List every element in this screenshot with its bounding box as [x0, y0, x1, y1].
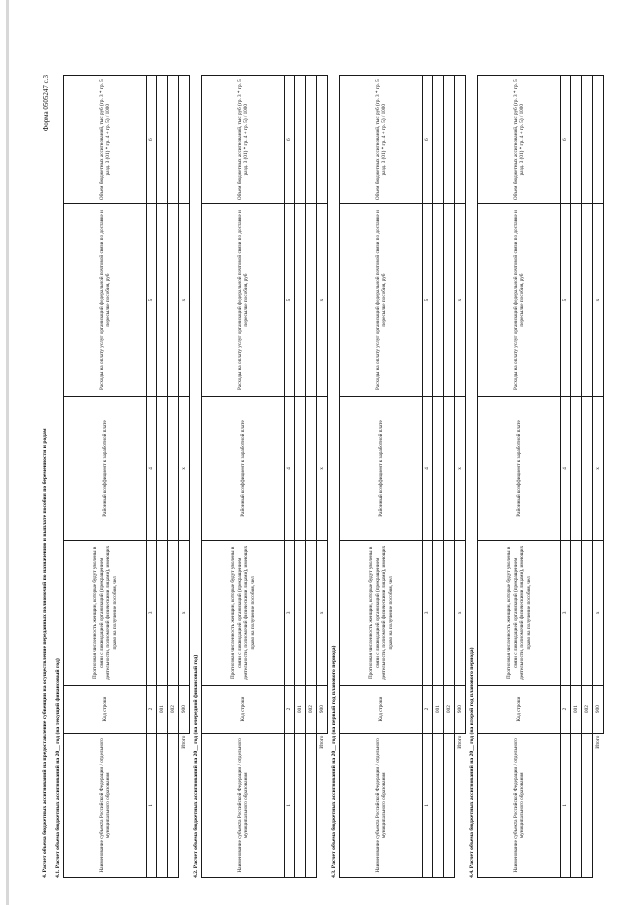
not-applicable-mark: x [593, 541, 604, 685]
data-cell[interactable] [306, 204, 317, 396]
data-cell[interactable] [571, 396, 582, 540]
column-header-subject: Наименование субъекта Российской Федерации / отдельного муниципального образования [478, 733, 561, 877]
budget-table [339, 75, 466, 878]
column-number: 4 [561, 396, 571, 540]
column-number: 2 [285, 685, 295, 733]
column-header-count: Прогнозная численность женщин, которые будут уволены в связи с ликвидацией организаций (прекращением деятельности, полномочий физическими лицами), имеющих право на получение пособия, чел [202, 541, 285, 685]
section-heading: 4.1. Расчет объема бюджетных ассигнований на 20__ год (на текущий финансовый год) [55, 658, 61, 878]
data-cell[interactable] [433, 541, 444, 685]
column-header-subject: Наименование субъекта Российской Федерации / отдельного муниципального образования [64, 733, 147, 877]
row-code: 001 [157, 685, 168, 733]
data-cell[interactable] [306, 541, 317, 685]
data-cell[interactable] [157, 541, 168, 685]
column-number: 3 [561, 541, 571, 685]
total-row [317, 76, 328, 878]
column-header-expenses: Расходы на оплату услуг организаций федеральной почтовой связи по доставке и пересылке пособия, руб [340, 204, 423, 396]
table-row [157, 76, 168, 878]
section-2 [192, 75, 328, 878]
not-applicable-mark: x [455, 541, 466, 685]
total-label: Итого [455, 733, 466, 877]
total-value-cell[interactable] [179, 76, 190, 204]
data-cell[interactable] [582, 541, 593, 685]
budget-table [477, 75, 604, 878]
row-code: 001 [295, 685, 306, 733]
row-code: 001 [571, 685, 582, 733]
column-header-code: Код строки [478, 685, 561, 733]
data-cell[interactable] [582, 76, 593, 204]
data-cell[interactable] [295, 76, 306, 204]
data-cell[interactable] [306, 733, 317, 877]
column-header-expenses: Расходы на оплату услуг организаций федеральной почтовой связи по доставке и пересылке пособия, руб [478, 204, 561, 396]
data-cell[interactable] [168, 76, 179, 204]
data-cell[interactable] [157, 396, 168, 540]
column-header-count: Прогнозная численность женщин, которые будут уволены в связи с ликвидацией организаций (прекращением деятельности, полномочий физическими лицами), имеющих право на получение пособия, чел [64, 541, 147, 685]
column-number: 6 [423, 76, 433, 204]
total-value-cell[interactable] [317, 76, 328, 204]
data-cell[interactable] [444, 204, 455, 396]
form-id: Форма 0505247 с.3 [42, 75, 50, 132]
binding-edge [6, 0, 9, 905]
column-number: 4 [147, 396, 157, 540]
table-row [444, 76, 455, 878]
data-cell[interactable] [157, 204, 168, 396]
data-cell[interactable] [168, 204, 179, 396]
data-cell[interactable] [295, 204, 306, 396]
data-cell[interactable] [444, 76, 455, 204]
section-4 [468, 75, 604, 878]
data-cell[interactable] [571, 76, 582, 204]
not-applicable-mark: x [593, 396, 604, 540]
data-cell[interactable] [433, 76, 444, 204]
not-applicable-mark: x [179, 396, 190, 540]
data-cell[interactable] [582, 396, 593, 540]
data-cell[interactable] [168, 541, 179, 685]
column-header-count: Прогнозная численность женщин, которые будут уволены в связи с ликвидацией организаций (прекращением деятельности, полномочий физическими лицами), имеющих право на получение пособия, чел [478, 541, 561, 685]
column-header-code: Код строки [340, 685, 423, 733]
table-row [433, 76, 444, 878]
data-cell[interactable] [433, 396, 444, 540]
data-cell[interactable] [295, 396, 306, 540]
column-number: 1 [285, 733, 295, 877]
data-cell[interactable] [444, 396, 455, 540]
total-label: Итого [179, 733, 190, 877]
section-heading: 4.3. Расчет объема бюджетных ассигнований на 20__ год (на первый год планового периода) [331, 645, 337, 878]
data-cell[interactable] [295, 541, 306, 685]
not-applicable-mark: x [455, 204, 466, 396]
column-number: 2 [423, 685, 433, 733]
column-number: 6 [561, 76, 571, 204]
column-number: 4 [423, 396, 433, 540]
not-applicable-mark: x [179, 204, 190, 396]
total-code: 900 [593, 685, 604, 733]
not-applicable-mark: x [317, 204, 328, 396]
total-code: 900 [455, 685, 466, 733]
column-number: 3 [147, 541, 157, 685]
row-code: 001 [433, 685, 444, 733]
section-heading: 4.2. Расчет объема бюджетных ассигнований на 20__ год (на очередной финансовый год) [193, 654, 199, 878]
section-1 [54, 75, 190, 878]
total-code: 900 [179, 685, 190, 733]
data-cell[interactable] [444, 733, 455, 877]
column-header-coef: Районный коэффициент к заработной плате [202, 396, 285, 540]
data-cell[interactable] [168, 733, 179, 877]
column-number: 3 [285, 541, 295, 685]
column-header-count: Прогнозная численность женщин, которые будут уволены в связи с ликвидацией организаций (прекращением деятельности, полномочий физическими лицами), имеющих право на получение пособия, чел [340, 541, 423, 685]
data-cell[interactable] [157, 733, 168, 877]
column-header-expenses: Расходы на оплату услуг организаций федеральной почтовой связи по доставке и пересылке пособия, руб [64, 204, 147, 396]
data-cell[interactable] [306, 76, 317, 204]
budget-table [201, 75, 328, 878]
data-cell[interactable] [157, 76, 168, 204]
column-header-volume: Объем бюджетных ассигнований, тыс руб (гр. 3 * гр. 5 разд. 3 (01) * гр. 4 + гр. 5) / 1000 [202, 76, 285, 204]
column-header-code: Код строки [64, 685, 147, 733]
total-label: Итого [317, 733, 328, 877]
column-header-expenses: Расходы на оплату услуг организаций федеральной почтовой связи по доставке и пересылке пособия, руб [202, 204, 285, 396]
table-row [295, 76, 306, 878]
total-row [455, 76, 466, 878]
column-number: 6 [147, 76, 157, 204]
data-cell[interactable] [582, 733, 593, 877]
column-number: 6 [285, 76, 295, 204]
column-number: 5 [147, 204, 157, 396]
table-row [168, 76, 179, 878]
not-applicable-mark: x [593, 204, 604, 396]
column-header-volume: Объем бюджетных ассигнований, тыс руб (гр. 3 * гр. 5 разд. 3 (01) * гр. 4 + гр. 5) / 1000 [64, 76, 147, 204]
data-cell[interactable] [571, 733, 582, 877]
total-row [179, 76, 190, 878]
data-cell[interactable] [444, 541, 455, 685]
column-number: 3 [423, 541, 433, 685]
total-row [593, 76, 604, 878]
total-value-cell[interactable] [593, 76, 604, 204]
total-label: Итого [593, 733, 604, 877]
data-cell[interactable] [433, 204, 444, 396]
column-number: 5 [423, 204, 433, 396]
table-row [582, 76, 593, 878]
data-cell[interactable] [168, 396, 179, 540]
data-cell[interactable] [295, 733, 306, 877]
table-row [306, 76, 317, 878]
column-header-volume: Объем бюджетных ассигнований, тыс руб (гр. 3 * гр. 5 разд. 3 (01) * гр. 4 + гр. 5) / 1000 [340, 76, 423, 204]
data-cell[interactable] [306, 396, 317, 540]
data-cell[interactable] [433, 733, 444, 877]
column-header-subject: Наименование субъекта Российской Федерации / отдельного муниципального образования [202, 733, 285, 877]
rotated-form [40, 65, 600, 880]
section-heading: 4.4. Расчет объема бюджетных ассигнований на 20__ год (на второй год планового периода) [469, 647, 475, 878]
data-cell[interactable] [582, 204, 593, 396]
row-code: 002 [444, 685, 455, 733]
column-header-subject: Наименование субъекта Российской Федерации / отдельного муниципального образования [340, 733, 423, 877]
not-applicable-mark: x [179, 541, 190, 685]
column-number: 4 [285, 396, 295, 540]
data-cell[interactable] [571, 204, 582, 396]
column-header-volume: Объем бюджетных ассигнований, тыс руб (гр. 3 * гр. 5 разд. 3 (01) * гр. 4 + гр. 5) / 1000 [478, 76, 561, 204]
column-number: 5 [285, 204, 295, 396]
row-code: 002 [582, 685, 593, 733]
not-applicable-mark: x [317, 396, 328, 540]
not-applicable-mark: x [317, 541, 328, 685]
table-row [571, 76, 582, 878]
column-number: 1 [561, 733, 571, 877]
column-header-coef: Районный коэффициент к заработной плате [478, 396, 561, 540]
column-number: 5 [561, 204, 571, 396]
column-number: 1 [147, 733, 157, 877]
total-value-cell[interactable] [455, 76, 466, 204]
column-header-coef: Районный коэффициент к заработной плате [64, 396, 147, 540]
section-3 [330, 75, 466, 878]
row-code: 002 [168, 685, 179, 733]
column-header-coef: Районный коэффициент к заработной плате [340, 396, 423, 540]
data-cell[interactable] [571, 541, 582, 685]
document-title: 4. Расчет объема бюджетных ассигнований на предоставление субвенции на осуществление переданных полномочий по назначению и выплате пособия по беременности и родам [42, 428, 48, 878]
total-code: 900 [317, 685, 328, 733]
column-number: 2 [147, 685, 157, 733]
budget-table [63, 75, 190, 878]
column-number: 2 [561, 685, 571, 733]
not-applicable-mark: x [455, 396, 466, 540]
column-header-code: Код строки [202, 685, 285, 733]
column-number: 1 [423, 733, 433, 877]
row-code: 002 [306, 685, 317, 733]
